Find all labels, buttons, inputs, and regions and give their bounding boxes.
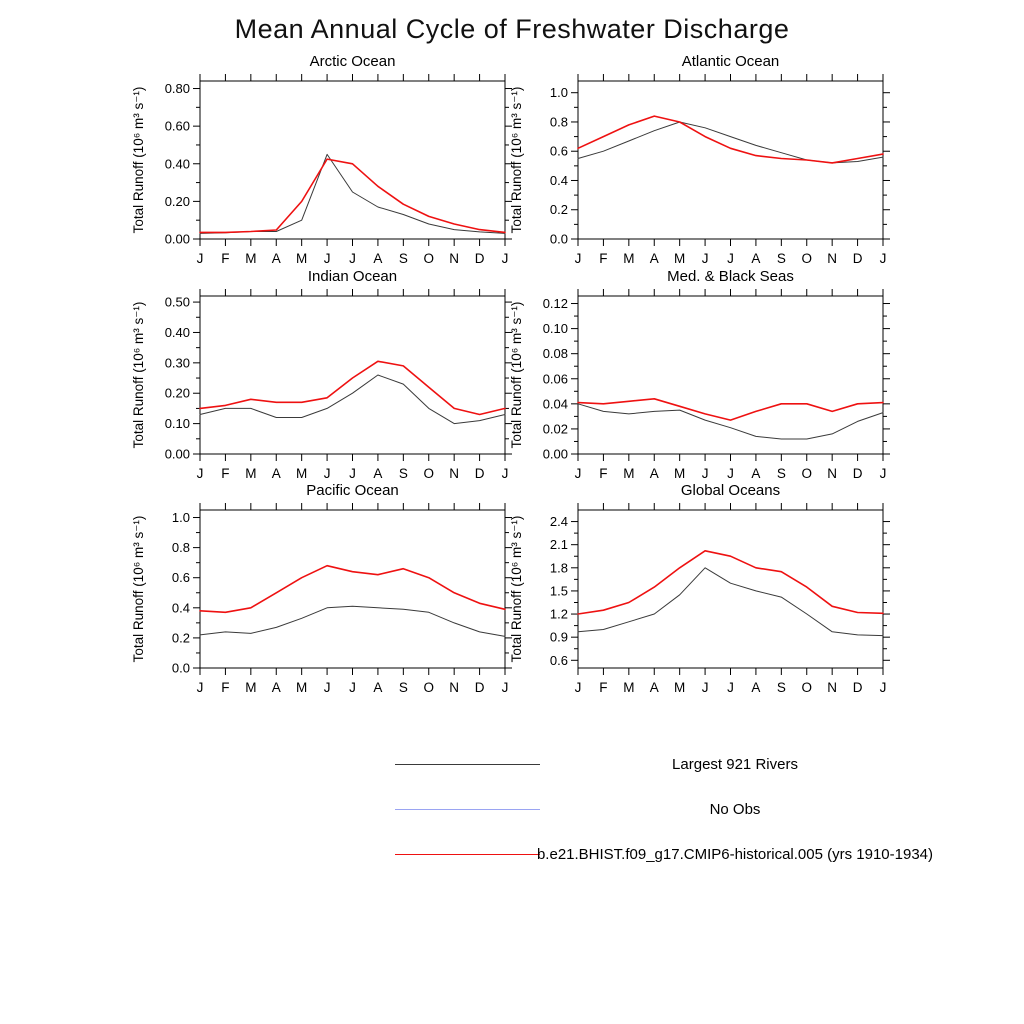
panel-atlantic-ocean [500, 52, 895, 274]
panel-title: Arctic Ocean [309, 53, 396, 70]
x-tick-label: M [296, 680, 308, 695]
x-tick-label: A [751, 680, 761, 695]
y-axis-label: Total Runoff (10⁶ m³ s⁻¹) [509, 301, 524, 449]
x-tick-label: A [271, 251, 281, 266]
x-tick-label: S [398, 466, 408, 481]
y-tick-label: 0.12 [542, 296, 568, 312]
y-tick-label: 0.10 [542, 321, 568, 337]
x-tick-label: A [373, 466, 383, 481]
x-tick-label: S [776, 466, 786, 481]
x-tick-label: M [245, 466, 257, 481]
y-tick-label: 1.0 [171, 510, 190, 526]
series-line-model [200, 566, 505, 613]
y-tick-label: 0.80 [164, 81, 190, 97]
y-tick-label: 0.2 [171, 630, 190, 646]
x-tick-label: J [879, 466, 887, 481]
x-tick-label: J [701, 466, 709, 481]
plot-frame [578, 296, 883, 454]
x-tick-label: M [623, 466, 635, 481]
x-tick-label: J [349, 466, 356, 481]
x-tick-label: J [349, 251, 356, 266]
y-tick-label: 1.8 [549, 560, 568, 576]
x-tick-label: A [271, 466, 281, 481]
axis-tick-labels [543, 296, 887, 481]
chart-title: Mean Annual Cycle of Freshwater Discharge [234, 14, 790, 44]
legend [0, 742, 1024, 877]
y-tick-label: 2.4 [549, 514, 568, 530]
panel-global-oceans [500, 481, 895, 703]
plot-frame [578, 81, 883, 239]
series-line-rivers [200, 154, 505, 233]
y-tick-label: 0.2 [549, 202, 568, 218]
y-tick-label: 0.00 [164, 446, 190, 462]
y-axis-label: Total Runoff (10⁶ m³ s⁻¹) [509, 515, 524, 663]
y-tick-label: 0.8 [549, 114, 568, 130]
axis-ticks [571, 74, 890, 246]
x-tick-label: O [423, 680, 435, 695]
x-tick-label: O [423, 251, 435, 266]
x-tick-label: F [221, 466, 230, 481]
legend-label: Largest 921 Rivers [672, 756, 798, 773]
x-tick-label: J [727, 251, 734, 266]
x-tick-label: O [801, 680, 813, 695]
series-line-rivers [200, 606, 505, 636]
x-tick-label: J [196, 466, 204, 481]
panel-title: Indian Ocean [307, 268, 398, 285]
plot-frame [200, 510, 505, 668]
panel-indian-ocean [122, 267, 517, 489]
x-tick-label: J [323, 251, 331, 266]
x-tick-label: J [349, 680, 356, 695]
x-tick-label: J [501, 680, 509, 695]
axis-ticks [571, 503, 890, 675]
series-line-rivers [578, 568, 883, 636]
x-tick-label: F [221, 680, 230, 695]
x-tick-label: N [827, 251, 838, 266]
legend-line-red [395, 854, 540, 855]
axis-ticks [193, 74, 512, 246]
y-tick-label: 0.6 [549, 143, 568, 159]
x-tick-label: M [245, 680, 257, 695]
x-tick-label: J [196, 680, 204, 695]
y-tick-label: 0.06 [542, 371, 568, 387]
y-tick-label: 0.4 [171, 600, 190, 616]
x-tick-label: A [373, 680, 383, 695]
panel-med-black-seas [500, 267, 895, 489]
series-line-rivers [578, 122, 883, 163]
y-tick-label: 0.40 [164, 324, 190, 340]
legend-item-largest-rivers [0, 742, 1024, 787]
y-tick-label: 0.8 [171, 540, 190, 556]
legend-label: No Obs [709, 801, 761, 818]
axis-tick-labels [165, 81, 509, 266]
x-tick-label: D [474, 466, 485, 481]
y-tick-label: 0.08 [542, 346, 568, 362]
panel-title: Global Oceans [680, 482, 781, 499]
series-line-rivers [200, 375, 505, 424]
y-tick-label: 1.2 [549, 606, 568, 622]
x-tick-label: A [373, 251, 383, 266]
x-tick-label: J [323, 680, 331, 695]
y-tick-label: 0.4 [549, 172, 568, 188]
axis-ticks [193, 289, 512, 461]
plot-frame [578, 510, 883, 668]
y-tick-label: 0.10 [164, 416, 190, 432]
y-tick-label: 1.0 [549, 85, 568, 101]
plot-global-oceans [500, 501, 895, 703]
plot-atlantic-ocean [500, 72, 895, 274]
series-line-model [200, 361, 505, 414]
x-tick-label: A [751, 251, 761, 266]
x-tick-label: M [674, 466, 686, 481]
x-tick-label: J [574, 680, 582, 695]
x-tick-label: D [852, 466, 863, 481]
legend-label: b.e21.BHIST.f09_g17.CMIP6-historical.005 (yrs 1910-1934) [536, 846, 934, 863]
x-tick-label: N [449, 680, 460, 695]
plot-med-black-seas [500, 287, 895, 489]
x-tick-label: J [574, 251, 582, 266]
axis-ticks [193, 503, 512, 675]
y-tick-label: 0.40 [164, 156, 190, 172]
y-tick-label: 0.6 [171, 570, 190, 586]
x-tick-label: D [474, 251, 485, 266]
x-tick-label: N [827, 466, 838, 481]
x-tick-label: M [623, 680, 635, 695]
panel-title: Pacific Ocean [306, 482, 399, 499]
x-tick-label: J [574, 466, 582, 481]
axis-tick-labels [172, 510, 508, 695]
series-line-model [200, 159, 505, 232]
x-tick-label: D [474, 680, 485, 695]
y-axis-label: Total Runoff (10⁶ m³ s⁻¹) [131, 301, 146, 449]
plot-arctic-ocean [122, 72, 517, 274]
x-tick-label: M [623, 251, 635, 266]
y-tick-label: 0.60 [164, 118, 190, 134]
y-axis-label: Total Runoff (10⁶ m³ s⁻¹) [509, 86, 524, 234]
y-tick-label: 0.50 [164, 294, 190, 310]
x-tick-label: N [449, 251, 460, 266]
x-tick-label: F [599, 466, 608, 481]
series-line-model [578, 116, 883, 163]
y-tick-label: 0.00 [164, 231, 190, 247]
x-tick-label: D [852, 680, 863, 695]
x-tick-label: J [727, 680, 734, 695]
x-tick-label: A [271, 680, 281, 695]
y-tick-label: 0.00 [542, 446, 568, 462]
x-tick-label: J [501, 251, 509, 266]
legend-item-model-run [0, 832, 1024, 877]
x-tick-label: M [674, 251, 686, 266]
y-tick-label: 0.04 [542, 396, 568, 412]
axis-ticks [571, 289, 890, 461]
legend-line-black [395, 764, 540, 765]
series-line-model [578, 551, 883, 614]
x-tick-label: A [649, 466, 659, 481]
x-tick-label: J [879, 680, 887, 695]
legend-line-blue [395, 809, 540, 810]
x-tick-label: D [852, 251, 863, 266]
y-axis-label: Total Runoff (10⁶ m³ s⁻¹) [131, 515, 146, 663]
x-tick-label: F [599, 251, 608, 266]
y-axis-label: Total Runoff (10⁶ m³ s⁻¹) [131, 86, 146, 234]
y-tick-label: 0.0 [549, 231, 568, 247]
y-tick-label: 0.02 [542, 421, 568, 437]
x-tick-label: J [196, 251, 204, 266]
y-tick-label: 0.20 [164, 385, 190, 401]
panel-arctic-ocean [122, 52, 517, 274]
x-tick-label: M [296, 466, 308, 481]
x-tick-label: N [827, 680, 838, 695]
y-tick-label: 0.9 [549, 629, 568, 645]
x-tick-label: F [599, 680, 608, 695]
legend-item-no-obs [0, 787, 1024, 832]
x-tick-label: S [398, 251, 408, 266]
x-tick-label: N [449, 466, 460, 481]
y-tick-label: 0.30 [164, 355, 190, 371]
x-tick-label: O [801, 251, 813, 266]
x-tick-label: J [879, 251, 887, 266]
series-line-model [578, 399, 883, 420]
y-tick-label: 0.20 [164, 193, 190, 209]
y-tick-label: 0.6 [549, 652, 568, 668]
plot-pacific-ocean [122, 501, 517, 703]
axis-tick-labels [165, 295, 509, 481]
panel-pacific-ocean [122, 481, 517, 703]
x-tick-label: S [776, 680, 786, 695]
x-tick-label: S [776, 251, 786, 266]
x-tick-label: J [727, 466, 734, 481]
x-tick-label: J [701, 251, 709, 266]
y-tick-label: 0.0 [171, 660, 190, 676]
x-tick-label: J [323, 466, 331, 481]
panel-title: Atlantic Ocean [681, 53, 780, 70]
x-tick-label: O [801, 466, 813, 481]
plot-frame [200, 296, 505, 454]
x-tick-label: A [649, 251, 659, 266]
x-tick-label: J [501, 466, 509, 481]
plot-frame [200, 81, 505, 239]
panel-title: Med. & Black Seas [667, 268, 794, 285]
x-tick-label: A [751, 466, 761, 481]
x-tick-label: J [701, 680, 709, 695]
y-tick-label: 2.1 [549, 537, 568, 553]
x-tick-label: S [398, 680, 408, 695]
x-tick-label: M [674, 680, 686, 695]
plot-indian-ocean [122, 287, 517, 489]
x-tick-label: A [649, 680, 659, 695]
x-tick-label: O [423, 466, 435, 481]
x-tick-label: M [245, 251, 257, 266]
y-tick-label: 1.5 [549, 583, 568, 599]
x-tick-label: F [221, 251, 230, 266]
x-tick-label: M [296, 251, 308, 266]
